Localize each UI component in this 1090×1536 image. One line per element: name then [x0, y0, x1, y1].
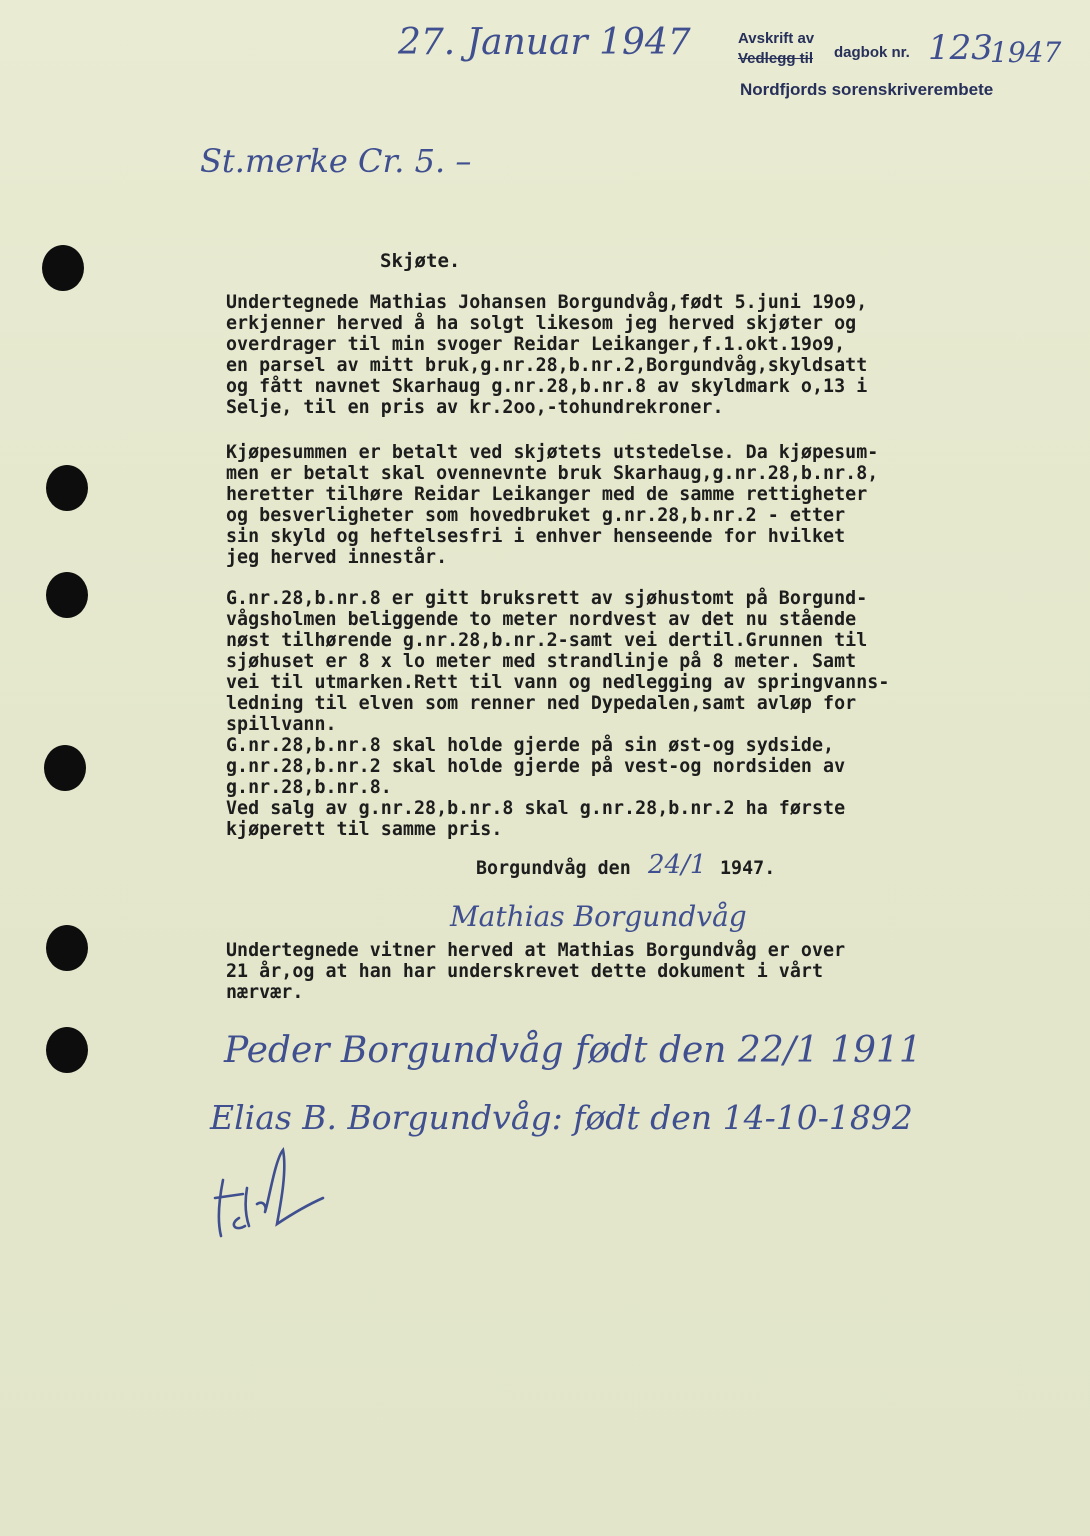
place-date-year: 1947.	[720, 858, 776, 879]
text-line: g.nr.28,b.nr.2 skal holde gjerde på vest-og nordsiden av	[226, 756, 846, 777]
punch-hole	[42, 245, 84, 291]
text-line: Undertegnede Mathias Johansen Borgundvåg,født 5.juni 19o9,	[226, 292, 868, 313]
text-line: Undertegnede vitner herved at Mathias Borgundvåg er over	[226, 940, 846, 961]
text-line: spillvann.	[226, 714, 337, 735]
stamp-avskrift: Avskrift av	[738, 30, 815, 47]
punch-hole	[46, 1027, 88, 1073]
text-line: vågsholmen beliggende to meter nordvest av det nu stående	[226, 609, 857, 630]
text-line: Kjøpesummen er betalt ved skjøtets utstedelse. Da kjøpesum-	[226, 442, 879, 463]
witness-1-signature: Peder Borgundvåg født den 22/1 1911	[224, 1030, 922, 1071]
punch-hole	[44, 745, 86, 791]
text-line: vei til utmarken.Rett til vann og nedlegging av springvanns-	[226, 672, 890, 693]
text-line: g.nr.28,b.nr.8.	[226, 777, 392, 798]
paragraph-3	[226, 588, 889, 840]
text-line: nøst tilhørende g.nr.28,b.nr.2-samt vei dertil.Grunnen til	[226, 630, 868, 651]
text-line: erkjenner herved å ha solgt likesom jeg herved skjøter og	[226, 313, 857, 334]
paragraph-2	[226, 442, 878, 568]
text-line: en parsel av mitt bruk,g.nr.28,b.nr.2,Borgundvåg,skyldsatt	[226, 355, 868, 376]
text-line: Ved salg av g.nr.28,b.nr.8 skal g.nr.28,b.nr.2 ha første	[226, 798, 846, 819]
document-title: Skjøte.	[380, 250, 461, 272]
place-date-handwritten: 24/1	[648, 850, 707, 880]
text-line: G.nr.28,b.nr.8 skal holde gjerde på sin øst-og sydside,	[226, 735, 835, 756]
seller-signature: Mathias Borgundvåg	[450, 900, 747, 933]
stamp-dagbok-label: dagbok nr.	[834, 44, 910, 61]
stamp-office: Nordfjords sorenskriverembete	[740, 80, 994, 99]
witness-statement	[226, 940, 845, 1003]
witness-2-signature: Elias B. Borgundvåg: født den 14-10-1892	[210, 1098, 913, 1137]
text-line: overdrager til min svoger Reidar Leikanger,f.1.okt.19o9,	[226, 334, 846, 355]
text-line: ledning til elven som renner ned Dypedalen,samt avløp for	[226, 693, 857, 714]
text-line: G.nr.28,b.nr.8 er gitt bruksrett av sjøhustomt på Borgund-	[226, 588, 868, 609]
dagbok-year: 1947	[990, 36, 1062, 69]
punch-hole	[46, 925, 88, 971]
text-line: 21 år,og at han har underskrevet dette dokument i vårt	[226, 961, 824, 982]
punch-hole	[46, 572, 88, 618]
text-line: men er betalt skal ovennevnte bruk Skarhaug,g.nr.28,b.nr.8,	[226, 463, 879, 484]
text-line: Selje, til en pris av kr.2oo,-tohundrekroner.	[226, 397, 724, 418]
marginal-note: St.merke Cr. 5. –	[200, 142, 472, 180]
paragraph-1	[226, 292, 867, 418]
place-date-label: Borgundvåg den	[476, 858, 631, 879]
text-line: jeg herved innestår.	[226, 547, 448, 568]
text-line: nærvær.	[226, 982, 304, 1003]
text-line: kjøperett til samme pris.	[226, 819, 503, 840]
text-line: og besverligheter som hovedbruket g.nr.28,b.nr.2 - etter	[226, 505, 846, 526]
punch-hole	[46, 465, 88, 511]
dagbok-number: 123	[928, 28, 993, 68]
text-line: sin skyld og heftelsesfri i enhver henseende for hvilket	[226, 526, 846, 547]
stamp-vedlegg: Vedlegg til	[738, 50, 814, 67]
handwritten-date: 27. Januar 1947	[398, 22, 691, 63]
text-line: sjøhuset er 8 x lo meter med strandlinje på 8 meter. Samt	[226, 651, 857, 672]
text-line: heretter tilhøre Reidar Leikanger med de samme rettigheter	[226, 484, 868, 505]
text-line: og fått navnet Skarhaug g.nr.28,b.nr.8 av skyldmark o,13 i	[226, 376, 868, 397]
